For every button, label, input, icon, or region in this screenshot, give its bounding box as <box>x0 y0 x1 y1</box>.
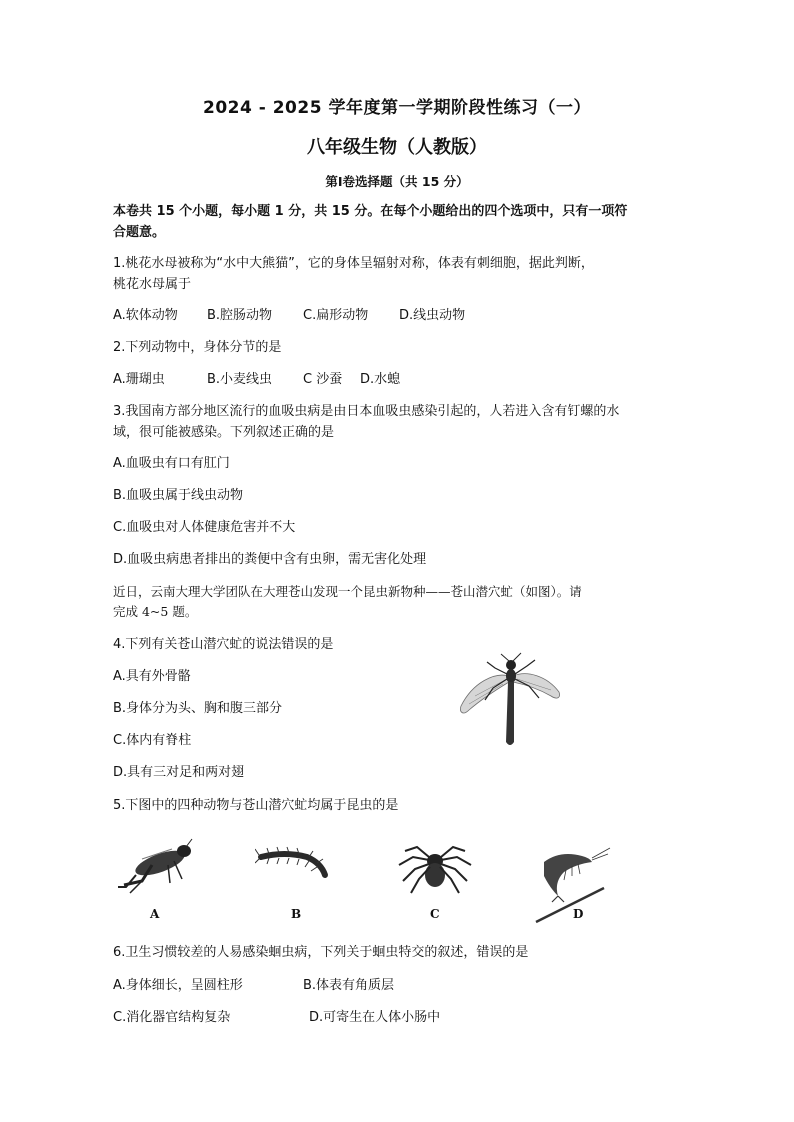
q5-figure-a-grasshopper[interactable] <box>112 835 194 897</box>
q5-label-b: B <box>291 907 302 921</box>
q4-option-c[interactable]: C.体内有脊柱 <box>113 733 192 748</box>
q5-label-d: D <box>573 907 584 921</box>
q6-options-row-1 <box>113 977 394 995</box>
passage-line-2: 完成 4~5 题。 <box>113 604 198 619</box>
q2-options <box>113 371 400 389</box>
q6-stem: 6.卫生习惯较差的人易感染蛔虫病，下列关于蛔虫特交的叙述，错误的是 <box>113 945 529 960</box>
q1-stem-line-2: 桃花水母属于 <box>113 277 192 292</box>
exam-subject: 八年级生物（人教版） <box>307 137 487 158</box>
q6-options-row-2 <box>113 1009 440 1027</box>
q3-stem-line-2: 域，很可能被感染。下列叙述正确的是 <box>113 425 335 440</box>
grasshopper-illustration <box>112 835 194 897</box>
q2-option-d[interactable]: D.水螅 <box>360 372 401 387</box>
passage-line-1: 近日，云南大理大学团队在大理苍山发现一个昆虫新物种——苍山潜穴虻（如图）。请 <box>113 584 582 599</box>
q6-option-c[interactable]: C.消化器官结构复杂 <box>113 1010 231 1025</box>
q4-stem: 4.下列有关苍山潜穴虻的说法错误的是 <box>113 637 334 652</box>
q3-option-c[interactable]: C.血吸虫对人体健康危害并不大 <box>113 520 296 535</box>
q1-options <box>113 307 465 325</box>
q4-option-b[interactable]: B.身体分为头、胸和腹三部分 <box>113 701 283 716</box>
q5-figure-d-shrimp[interactable] <box>530 842 612 924</box>
q1-option-a[interactable]: A.软体动物 <box>113 308 178 323</box>
q3-option-b[interactable]: B.血吸虫属于线虫动物 <box>113 488 244 503</box>
q1-option-b[interactable]: B.腔肠动物 <box>207 308 273 323</box>
centipede-illustration <box>255 845 335 885</box>
q3-option-d[interactable]: D.血吸虫病患者排出的粪便中含有虫卵，需无害化处理 <box>113 552 427 567</box>
q4-option-d[interactable]: D.具有三对足和两对翅 <box>113 765 245 780</box>
q5-label-c: C <box>430 907 440 921</box>
q5-stem: 5.下图中的四种动物与苍山潜穴虻均属于昆虫的是 <box>113 798 399 813</box>
q2-stem: 2.下列动物中，身体分节的是 <box>113 340 282 355</box>
section-title: 第Ⅰ卷选择题（共 15 分） <box>325 174 469 189</box>
q2-option-b[interactable]: B.小麦线虫 <box>207 372 273 387</box>
q5-figure-b-centipede[interactable] <box>255 845 335 885</box>
q4-option-a[interactable]: A.具有外骨骼 <box>113 669 191 684</box>
q2-option-c[interactable]: C 沙蚕 <box>303 372 343 387</box>
q6-option-b[interactable]: B.体表有角质层 <box>303 978 395 993</box>
cangshan-fly-figure <box>455 652 565 748</box>
q6-option-a[interactable]: A.身体细长，呈圆柱形 <box>113 978 243 993</box>
q1-option-d[interactable]: D.线虫动物 <box>399 308 466 323</box>
instructions-line-1: 本卷共 15 个小题，每小题 1 分，共 15 分。在每个小题给出的四个选项中，只有一项符 <box>113 204 628 219</box>
instructions-line-2: 合题意。 <box>113 225 166 240</box>
q6-option-d[interactable]: D.可寄生在人体小肠中 <box>309 1010 441 1025</box>
q1-option-c[interactable]: C.扁形动物 <box>303 308 369 323</box>
exam-title: 2024 - 2025 学年度第一学期阶段性练习（一） <box>203 98 591 118</box>
spider-illustration <box>395 837 475 897</box>
q5-label-a: A <box>150 907 160 921</box>
fly-illustration <box>455 652 565 748</box>
shrimp-illustration <box>530 842 612 924</box>
q3-stem-line-1: 3.我国南方部分地区流行的血吸虫病是由日本血吸虫感染引起的，人若进入含有钉螺的水 <box>113 404 620 419</box>
q5-figure-c-spider[interactable] <box>395 837 475 897</box>
q2-option-a[interactable]: A.珊瑚虫 <box>113 372 165 387</box>
q3-option-a[interactable]: A.血吸虫有口有肛门 <box>113 456 230 471</box>
q1-stem-line-1: 1.桃花水母被称为“水中大熊猫”，它的身体呈辐射对称，体表有刺细胞，据此判断， <box>113 256 594 271</box>
